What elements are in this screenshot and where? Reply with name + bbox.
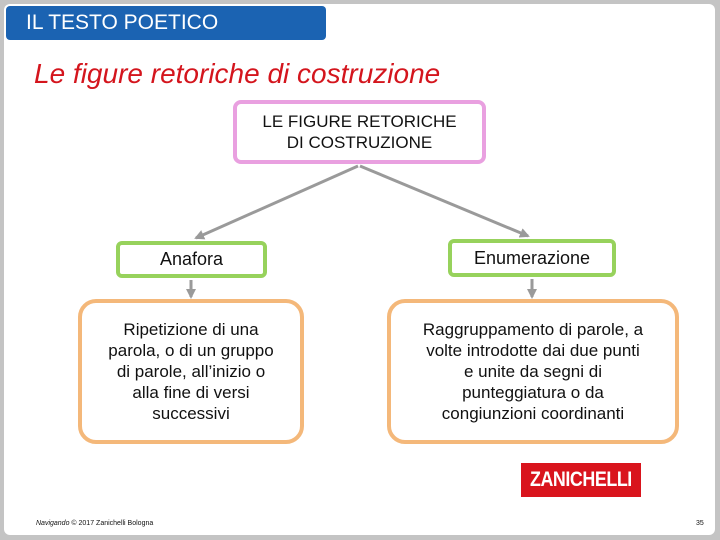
node-anafora-label: Anafora (159, 249, 224, 269)
enumerazione-description (387, 299, 679, 444)
description-line: e unite da segni di (463, 362, 602, 381)
logo-text: ZANICHELLI (530, 468, 632, 491)
description-line: Raggruppamento di parole, a (422, 320, 644, 339)
zanichelli-logo (521, 463, 641, 497)
slide-title: Le figure retoriche di costruzione (34, 58, 441, 89)
section-label: IL TESTO POETICO (26, 11, 219, 34)
description-line: punteggiatura o da (462, 383, 604, 402)
description-line: congiunzioni coordinanti (441, 404, 625, 423)
root-node (233, 100, 486, 164)
arrow-root-to-enumerazione (360, 166, 528, 236)
root-node-line: DI COSTRUZIONE (286, 133, 433, 152)
description-line: alla fine di versi (132, 383, 250, 402)
description-line: parola, o di un gruppo (108, 341, 274, 360)
footer-book-title: Navigando (36, 520, 70, 527)
footer-copyright: © 2017 Zanichelli Bologna (71, 520, 154, 527)
node-anafora (116, 241, 267, 278)
root-node-line: LE FIGURE RETORICHE (262, 112, 457, 131)
node-enumerazione (448, 239, 616, 277)
arrow-root-to-anafora (196, 166, 358, 238)
page-number: 35 (696, 520, 704, 527)
description-line: successivi (152, 404, 230, 423)
anafora-description (78, 299, 304, 444)
footer-credit (36, 520, 153, 527)
node-enumerazione-label: Enumerazione (473, 247, 591, 268)
description-line: Ripetizione di una (123, 320, 259, 339)
description-line: volte introdotte dai due punti (426, 341, 640, 360)
description-line: di parole, all’inizio o (116, 362, 266, 381)
